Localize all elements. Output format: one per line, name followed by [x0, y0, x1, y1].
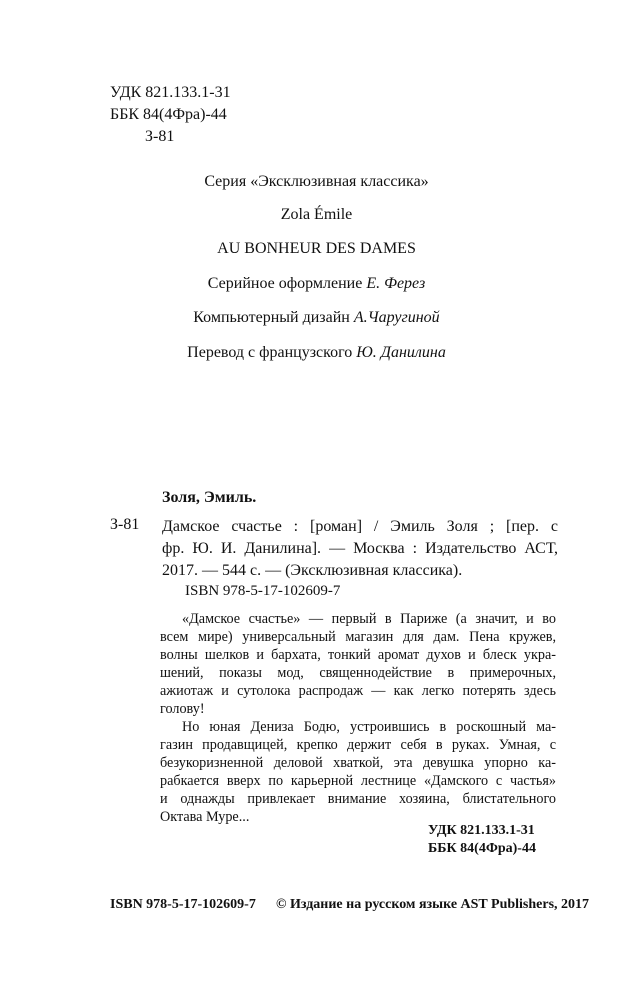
credit-translation: [0, 344, 633, 362]
bib-description: [162, 516, 558, 582]
original-author: Zola Émile: [280, 206, 353, 223]
original-title: AU BONHEUR DES DAMES: [217, 240, 416, 257]
bbk-code: ББК 84(4Фра)-44: [110, 106, 227, 123]
annotation-line: газин продавщицей, крепко держит себя в руках. Умная, с: [160, 737, 556, 753]
bib-line: 2017. — 544 с. — (Эксклюзивная классика).: [162, 562, 463, 579]
bib-line: фр. Ю. И. Данилина]. — Москва : Издательство АСТ,: [162, 540, 558, 557]
annotation-line: шений, показы мод, священнодействие в примерочных,: [160, 665, 556, 681]
series-line: Серия «Эксклюзивная классика»: [204, 173, 429, 190]
bib-sign: З-81: [110, 516, 140, 533]
annotation-line: Октава Муре...: [160, 809, 250, 825]
annotation-line: всем мире) универсальный магазин для дам. Пена кружев,: [160, 629, 556, 645]
credit-role: Компьютерный дизайн: [193, 309, 350, 326]
small-udk-code: УДК 821.133.1-31: [428, 823, 535, 838]
footer-copyright: © Издание на русском языке AST Publishers, 2017: [276, 897, 590, 912]
annotation-line: безукоризненной деловой хваткой, эта девушка упорно ка-: [160, 755, 556, 771]
annotation-line: ажиотаж и сутолока распродаж — как легко потерять здесь: [160, 683, 556, 699]
credit-name: Ю. Данилина: [356, 344, 446, 361]
credit-computer-design: [0, 309, 633, 327]
small-bbk-code: ББК 84(4Фра)-44: [428, 841, 536, 856]
credit-name: А.Чаругиной: [353, 309, 440, 326]
credit-role: Перевод с французского: [187, 344, 353, 361]
credit-role: Серийное оформление: [207, 275, 363, 292]
bib-isbn: ISBN 978-5-17-102609-7: [185, 583, 341, 599]
bib-heading: Золя, Эмиль.: [162, 489, 257, 506]
annotation-line: Но юная Дениза Бодю, устроившись в роскошный ма-: [182, 719, 556, 735]
annotation-line: волны шелков и бархата, тонкий аромат духов и блеск укра-: [160, 647, 556, 663]
author-sign: З-81: [145, 128, 175, 145]
credit-design: [0, 275, 633, 293]
credit-name: Е. Ферез: [366, 275, 426, 292]
footer-isbn: ISBN 978-5-17-102609-7: [110, 897, 256, 912]
udk-code: УДК 821.133.1-31: [110, 84, 231, 101]
annotation-line: «Дамское счастье» — первый в Париже (а значит, и во: [182, 611, 556, 627]
bib-line: Дамское счастье : [роман] / Эмиль Золя ; [пер. с: [162, 518, 558, 535]
annotation: [160, 610, 556, 826]
annotation-line: рабкается вверх по карьерной лестнице «Дамского с частья»: [160, 773, 556, 789]
annotation-line: и однажды привлекает внимание хозяина, блистательного: [160, 791, 556, 807]
annotation-line: голову!: [160, 701, 205, 717]
